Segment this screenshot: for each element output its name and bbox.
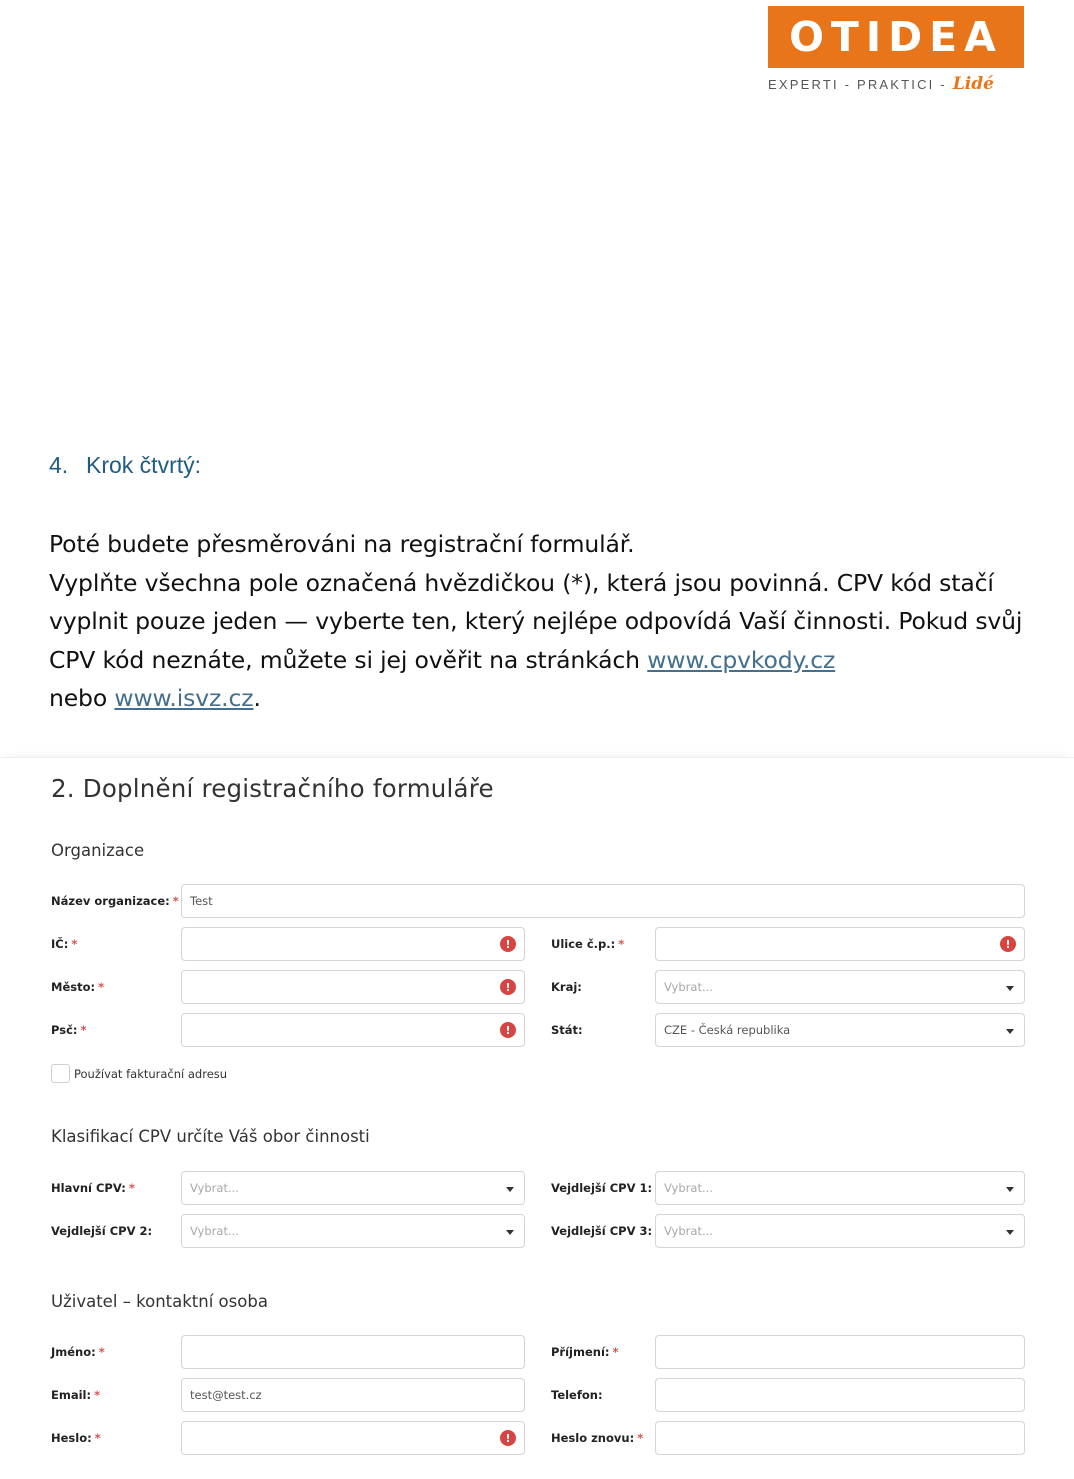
phone-input[interactable] [655, 1378, 1025, 1412]
email-label-text: Email: [51, 1388, 92, 1402]
required-mark: * [71, 937, 78, 951]
ic-label [51, 937, 77, 951]
chevron-down-icon [1006, 1230, 1014, 1235]
region-select[interactable] [655, 970, 1025, 1004]
required-mark: * [80, 1023, 87, 1037]
error-icon: ! [500, 936, 516, 952]
required-mark: * [94, 1388, 101, 1402]
intro-text-end: . [253, 684, 261, 713]
ic-input[interactable] [181, 927, 525, 961]
region-placeholder: Vybrat... [664, 980, 713, 994]
country-value: CZE - Česká republika [664, 1023, 791, 1037]
password-again-label [551, 1431, 643, 1445]
password-input[interactable] [181, 1421, 525, 1455]
step-title: Krok čtvrtý: [86, 452, 202, 478]
logo-wordmark: OTIDEA [789, 12, 1003, 61]
step-number: 4. [49, 452, 69, 478]
billing-address-checkbox[interactable] [51, 1064, 70, 1083]
org-name-label-text: Název organizace: [51, 894, 170, 908]
chevron-down-icon [506, 1187, 514, 1192]
zip-label-text: Psč: [51, 1023, 78, 1037]
required-mark: * [172, 894, 179, 908]
street-label [551, 937, 624, 951]
password-again-input[interactable] [655, 1421, 1025, 1455]
email-input[interactable] [181, 1378, 525, 1412]
street-input[interactable] [655, 927, 1025, 961]
city-label [51, 980, 104, 994]
org-name-label [51, 894, 179, 908]
section-title-organization: Organizace [51, 841, 145, 860]
intro-text-part1: Vyplňte všechna pole označená hvězdičkou (*), která jsou povinná. CPV kód stačí vyplnit pouze jeden — vyberte ten, který nejlépe odpovídá Vaší činnosti. Pokud svůj CPV kód neznáte, můžete si jej ověřit na stránkách [49, 568, 1023, 674]
section-title-user: Uživatel – kontaktní osoba [51, 1292, 268, 1311]
required-mark: * [94, 1431, 101, 1445]
side-cpv-3-label: Vejdlejší CPV 3: [551, 1224, 653, 1238]
side-cpv-3-placeholder: Vybrat... [664, 1224, 713, 1238]
ic-label-text: IČ: [51, 937, 69, 951]
city-label-text: Město: [51, 980, 96, 994]
main-cpv-label-text: Hlavní CPV: [51, 1181, 126, 1195]
step-heading [49, 452, 201, 479]
main-cpv-select[interactable] [181, 1171, 525, 1205]
chevron-down-icon [506, 1230, 514, 1235]
intro-paragraph [49, 564, 1039, 718]
isvz-link[interactable]: www.isvz.cz [114, 684, 254, 713]
first-name-input[interactable] [181, 1335, 525, 1369]
billing-address-label: Používat fakturační adresu [74, 1067, 228, 1081]
error-icon: ! [1000, 936, 1016, 952]
last-name-label-text: Příjmení: [551, 1345, 610, 1359]
intro-text [49, 525, 1039, 718]
required-mark: * [98, 980, 105, 994]
required-mark: * [128, 1181, 135, 1195]
required-mark: * [612, 1345, 619, 1359]
country-label: Stát: [551, 1023, 583, 1037]
region-label: Kraj: [551, 980, 582, 994]
otidea-logo [768, 6, 1026, 94]
cpvkody-link[interactable]: www.cpvkody.cz [647, 645, 836, 674]
logo-tagline [768, 74, 1026, 94]
org-name-input[interactable] [181, 884, 1025, 918]
password-label-text: Heslo: [51, 1431, 92, 1445]
side-cpv-2-select[interactable] [181, 1214, 525, 1248]
password-label [51, 1431, 101, 1445]
side-cpv-2-placeholder: Vybrat... [190, 1224, 239, 1238]
email-value: test@test.cz [190, 1388, 262, 1402]
required-mark: * [637, 1431, 644, 1445]
side-cpv-2-label: Vejdlejší CPV 2: [51, 1224, 153, 1238]
side-cpv-1-label: Vejdlejší CPV 1: [551, 1181, 653, 1195]
street-label-text: Ulice č.p.: [551, 937, 616, 951]
chevron-down-icon [1006, 1187, 1014, 1192]
logo-tagline-text: EXPERTI - PRAKTICI - [768, 77, 947, 92]
error-icon: ! [500, 979, 516, 995]
password-again-label-text: Heslo znovu: [551, 1431, 635, 1445]
city-input[interactable] [181, 970, 525, 1004]
country-select[interactable] [655, 1013, 1025, 1047]
logo-tagline-accent: Lidé [952, 74, 994, 94]
main-cpv-label [51, 1181, 135, 1195]
chevron-down-icon [1006, 986, 1014, 991]
error-icon: ! [500, 1430, 516, 1446]
last-name-input[interactable] [655, 1335, 1025, 1369]
zip-input[interactable] [181, 1013, 525, 1047]
form-title: 2. Doplnění registračního formuláře [51, 774, 494, 803]
side-cpv-3-select[interactable] [655, 1214, 1025, 1248]
first-name-label-text: Jméno: [51, 1345, 96, 1359]
section-title-cpv: Klasifikací CPV určíte Váš obor činnosti [51, 1127, 370, 1146]
org-name-value: Test [190, 894, 213, 908]
error-icon: ! [500, 1022, 516, 1038]
last-name-label [551, 1345, 619, 1359]
first-name-label [51, 1345, 105, 1359]
phone-label: Telefon: [551, 1388, 603, 1402]
side-cpv-1-select[interactable] [655, 1171, 1025, 1205]
registration-form-panel [0, 757, 1074, 1479]
required-mark: * [618, 937, 625, 951]
intro-line-1: Poté budete přesměrováni na registrační formulář. [49, 530, 635, 558]
logo-box [768, 6, 1024, 68]
chevron-down-icon [1006, 1029, 1014, 1034]
side-cpv-1-placeholder: Vybrat... [664, 1181, 713, 1195]
intro-text-part2: nebo [49, 684, 115, 713]
main-cpv-placeholder: Vybrat... [190, 1181, 239, 1195]
email-label [51, 1388, 100, 1402]
required-mark: * [98, 1345, 105, 1359]
zip-label [51, 1023, 87, 1037]
